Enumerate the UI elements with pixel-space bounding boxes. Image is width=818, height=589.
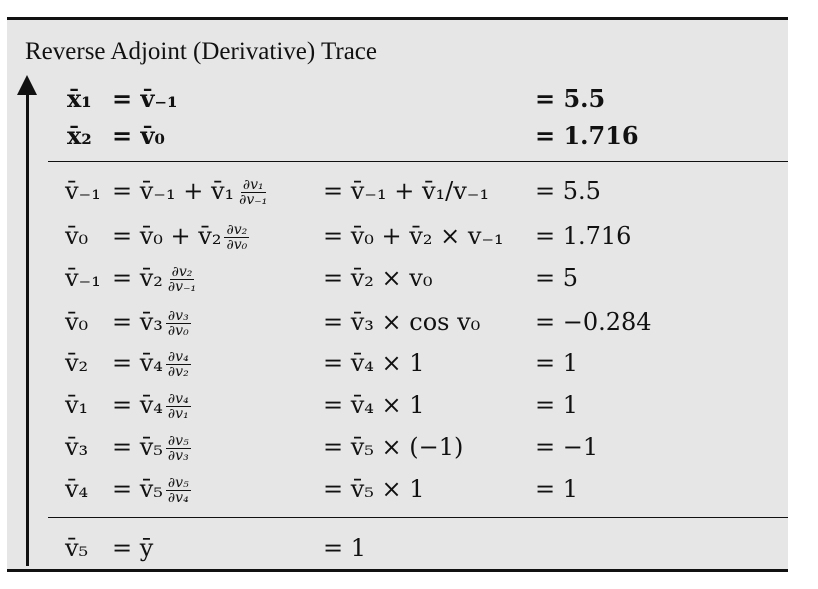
fraction-denominator: ∂v₀ [167,323,189,339]
step-simplified: = v̄₃ × cos v₀ [323,308,481,336]
fraction-numerator: ∂v₅ [167,475,189,491]
step-row [7,469,788,509]
step-row [7,343,788,383]
partial-derivative-fraction [224,223,249,252]
step-expression [112,216,249,256]
step-row [7,258,788,298]
fraction-numerator: ∂v₂ [171,264,193,280]
step-expression [112,385,191,425]
step-simplified: = v̄₅ × (−1) [323,433,464,461]
fraction-numerator: ∂v₅ [167,433,189,449]
step-expression [112,343,191,383]
step-lhs: v̄₃ [65,433,89,461]
step-row [7,171,788,211]
output-eq: = v̄₋₁ [112,84,178,113]
step-lhs: v̄₁ [65,391,89,419]
step-value: = 1 [535,391,579,419]
step-lhs: v̄₋₁ [65,177,101,205]
step-row [7,385,788,425]
step-simplified: = v̄₋₁ + v̄₁/v₋₁ [323,177,490,205]
seed-value: = 1 [323,534,367,562]
fraction-denominator: ∂v₀ [226,237,248,253]
partial-derivative-fraction [237,178,269,207]
step-value: = 5 [535,264,579,292]
step-value: = 1.716 [535,222,632,250]
step-value: = −1 [535,433,599,461]
divider [48,517,788,518]
output-row [7,79,788,119]
fraction-numerator: ∂v₄ [167,391,189,407]
step-lhs: v̄₋₁ [65,264,101,292]
step-simplified: = v̄₀ + v̄₂ × v₋₁ [323,222,504,250]
step-row [7,427,788,467]
step-expression-text: = v̄₅ [112,433,163,461]
partial-derivative-fraction [166,476,191,505]
output-lhs: x̄₁ [67,84,92,113]
partial-derivative-fraction [166,350,191,379]
divider [48,161,788,162]
fraction-denominator: ∂v₋₁ [167,279,197,295]
step-expression-text: = v̄₅ [112,475,163,503]
step-simplified: = v̄₄ × 1 [323,349,425,377]
fraction-denominator: ∂v₂ [167,364,189,380]
output-lhs: x̄₂ [67,121,92,150]
seed-lhs: v̄₅ [65,534,89,562]
fraction-denominator: ∂v₃ [167,448,189,464]
step-simplified: = v̄₂ × v₀ [323,264,433,292]
partial-derivative-fraction [166,434,191,463]
step-expression-text: = v̄₄ [112,349,163,377]
step-simplified: = v̄₅ × 1 [323,475,425,503]
step-value: = 1 [535,475,579,503]
fraction-numerator: ∂v₂ [226,222,248,238]
fraction-denominator: ∂v₁ [167,406,189,422]
table-title: Reverse Adjoint (Derivative) Trace [25,38,377,65]
fraction-numerator: ∂v₃ [167,308,189,324]
step-expression [112,171,269,211]
output-value: = 5.5 [535,84,606,113]
seed-expr: = ȳ [112,534,154,562]
seed-row [7,528,788,568]
step-row [7,216,788,256]
step-lhs: v̄₀ [65,308,89,336]
step-lhs: v̄₀ [65,222,89,250]
step-expression [112,302,191,342]
step-expression [112,258,198,298]
step-expression-text: = v̄₃ [112,308,163,336]
fraction-denominator: ∂v₋₁ [239,192,268,208]
step-expression-text: = v̄₋₁ + v̄₁ [112,177,235,205]
partial-derivative-fraction [166,265,198,294]
step-value: = 1 [535,349,579,377]
step-value: = 5.5 [535,177,601,205]
step-expression-text: = v̄₂ [112,264,163,292]
fraction-numerator: ∂v₁ [242,177,264,193]
step-expression-text: = v̄₄ [112,391,163,419]
step-simplified: = v̄₄ × 1 [323,391,425,419]
step-row [7,302,788,342]
partial-derivative-fraction [166,392,191,421]
step-lhs: v̄₂ [65,349,89,377]
output-row [7,116,788,156]
adjoint-trace-table [7,17,788,572]
fraction-denominator: ∂v₄ [167,490,189,506]
output-eq: = v̄₀ [112,121,165,150]
step-expression-text: = v̄₀ + v̄₂ [112,222,222,250]
fraction-numerator: ∂v₄ [167,349,189,365]
output-value: = 1.716 [535,121,639,150]
step-expression [112,427,191,467]
step-expression [112,469,191,509]
step-value: = −0.284 [535,308,652,336]
partial-derivative-fraction [166,309,191,338]
step-lhs: v̄₄ [65,475,89,503]
